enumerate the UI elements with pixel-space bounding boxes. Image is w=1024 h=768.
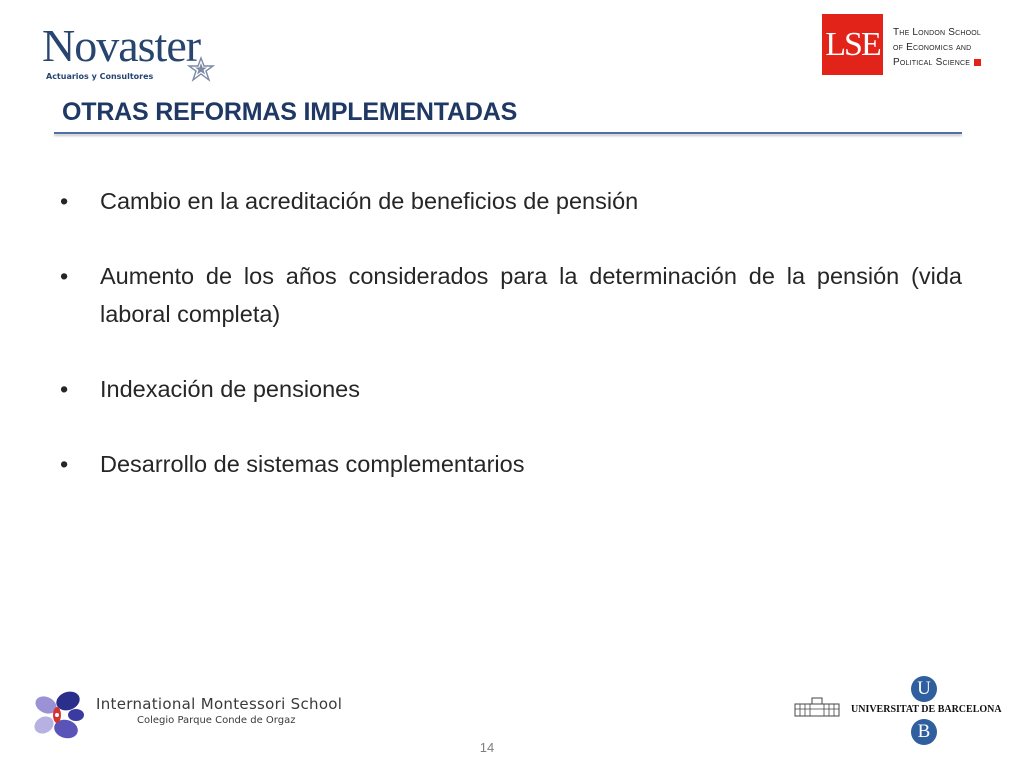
bullet-marker: • [60,263,69,289]
bullet-text: Indexación de pensiones [100,376,361,402]
ub-name: UNIVERSITAT DE BARCELONA [851,704,1002,715]
title-underline [54,132,962,134]
bullet-text: Desarrollo de sistemas complementarios [100,451,525,477]
bullet-text: Aumento de los años considerados para la determinación de la pensión (vida laboral completa) [100,263,962,327]
novaster-logo-tagline: Actuarios y Consultores [46,72,154,81]
ub-logo [794,676,1004,748]
red-square-icon [974,59,981,66]
lse-logo-line: The London School [893,27,981,38]
montessori-name: International Montessori School [96,695,343,713]
lse-logo-text [893,25,981,70]
bullet-marker: • [60,188,69,214]
bullet-text: Cambio en la acreditación de beneficios de pensión [100,188,639,214]
lse-logo-line-text: Political Science [893,57,971,68]
stars-icon [186,56,216,82]
bullet-list [60,182,962,520]
building-icon [794,696,840,718]
ub-letter-u: U [911,676,937,702]
page-number: 14 [479,740,495,755]
novaster-logo [42,22,232,84]
flower-icon [30,685,90,743]
lse-logo-mark [822,14,883,75]
montessori-subtitle: Colegio Parque Conde de Orgaz [137,715,296,726]
ub-letter-b: B [911,719,937,745]
bullet-marker: • [60,451,69,477]
montessori-logo [30,685,360,745]
lse-logo-line: of Economics and [893,42,972,53]
lse-logo-line [893,55,981,70]
bullet-item [60,445,962,483]
slide-title: OTRAS REFORMAS IMPLEMENTADAS [62,98,518,126]
bullet-marker: • [60,376,69,402]
lse-logo-letters: LSE [825,26,880,63]
novaster-logo-name: Novaster [42,20,201,71]
bullet-item [60,257,962,333]
bullet-item [60,370,962,408]
bullet-item [60,182,962,220]
